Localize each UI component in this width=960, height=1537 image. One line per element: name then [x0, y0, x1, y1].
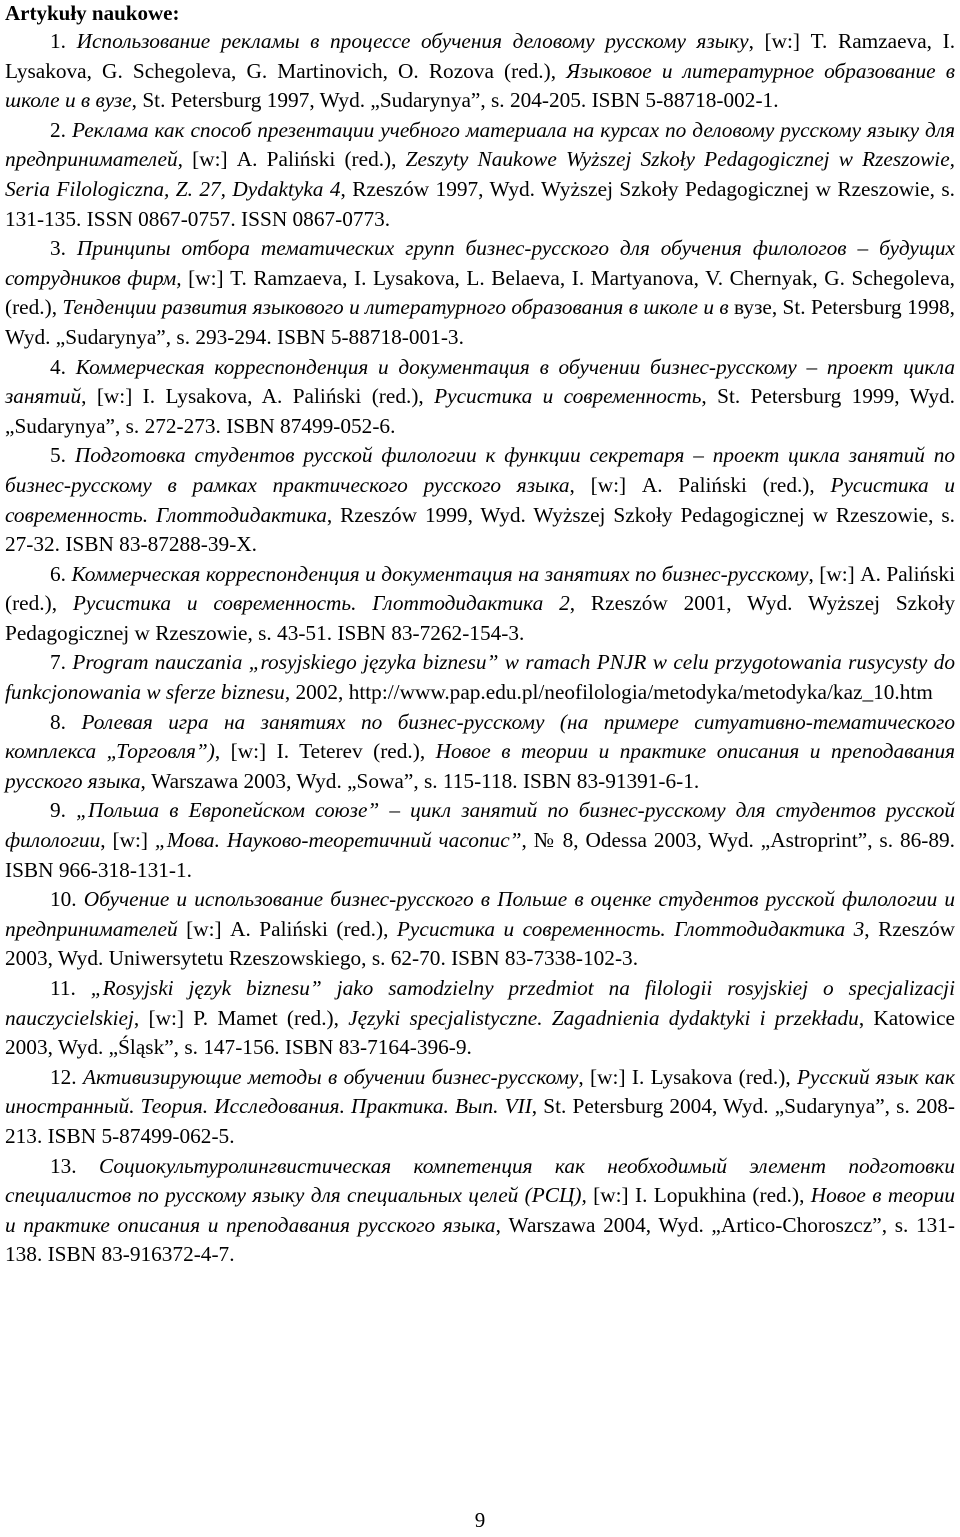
- entry-details: , 2002, http://www.pap.edu.pl/neofilologia/metodyka/metodyka/kaz_10.htm: [284, 680, 933, 705]
- entry-publisher: , St. Petersburg 1997, Wyd. „Sudarynya”, s. 204-205. ISBN 5-88718-002-1.: [131, 88, 779, 113]
- publication-entry-4: [5, 353, 955, 442]
- entry-source: Русистика и современность. Глоттодидактика: [5, 472, 955, 527]
- entry-details: [w:] A. Paliński (red.),: [177, 916, 397, 941]
- entry-source: „Мова. Науково-теоретичний часопис”: [154, 828, 522, 853]
- entry-number: 7.: [50, 650, 73, 675]
- entry-source: Русистика и современность. Глоттодидактика 2: [72, 591, 570, 616]
- entry-number: 12.: [50, 1064, 83, 1089]
- section-heading: Artykuły naukowe:: [5, 1, 180, 25]
- publication-entry-10: [5, 885, 955, 974]
- entry-number: 8.: [50, 709, 82, 734]
- entry-publisher: , St. Petersburg 1999, Wyd. „Sudarynya”, s. 272-273. ISBN 87499-052-6.: [5, 384, 955, 438]
- entry-details: , [w:] I. Lysakova (red.),: [578, 1064, 798, 1089]
- publication-entry-7: [5, 648, 955, 707]
- entry-number: 5.: [50, 443, 75, 468]
- entry-title: Социокультуролингвистическая компетенция как необходимый элемент подготовки специалистов по русскому языку для специальных целей (РСЦ),: [5, 1153, 955, 1208]
- entry-number: 6.: [50, 561, 72, 586]
- entry-title: Program nauczania „rosyjskiego języka biznesu” w ramach PNJR w celu przygotowania rusycysty do funkcjonowania w sferze biznesu: [5, 650, 955, 705]
- entry-details: , [w:]: [100, 828, 155, 853]
- entry-title: Реклама как способ презентации учебного материала на курсах по деловому русскому языку для предпринимателей,: [5, 117, 955, 172]
- document-page: [5, 0, 955, 1270]
- publication-list: [5, 27, 955, 1270]
- entry-publisher: , Rzeszów 2003, Wyd. Uniwersytetu Rzeszowskiego, s. 62-70. ISBN 83-7338-102-3.: [5, 916, 955, 971]
- entry-source: Русистика и современность: [434, 384, 702, 409]
- entry-source: Języki specjalistyczne. Zagadnienia dydaktyki i przekładu: [348, 1005, 859, 1030]
- entry-title: Использование рекламы в процессе обучения деловому русскому языку: [76, 29, 749, 53]
- entry-details: , [w:] I. Lysakova, A. Paliński (red.),: [81, 384, 435, 409]
- entry-title: Принципы отбора тематических групп бизнес-русского для обучения филологов – будущих сотрудников фирм,: [5, 236, 956, 290]
- entry-publisher: , Warszawa 2003, Wyd. „Sowa”, s. 115-118. ISBN 83-91391-6-1.: [140, 768, 700, 793]
- entry-details: , [w:] A. Paliński (red.),: [569, 472, 831, 497]
- entry-publisher: вузе, St. Petersburg 1998, Wyd. „Sudarynya”, s. 293-294. ISBN 5-88718-001-3.: [5, 295, 956, 349]
- entry-number: 11.: [50, 976, 91, 1000]
- entry-publisher: , Rzeszów 2001, Wyd. Wyższej Szkoły Pedagogicznej w Rzeszowie, s. 43-51. ISBN 83-7262-154-3.: [5, 591, 955, 645]
- entry-publisher: , № 8, Odessa 2003, Wyd. „Astroprint”, s. 86-89. ISBN 966-318-131-1.: [5, 828, 955, 882]
- publication-entry-3: [5, 234, 955, 352]
- entry-details: [w:] A. Paliński (red.),: [182, 147, 406, 172]
- entry-number: 9.: [50, 798, 77, 823]
- publication-entry-5: [5, 441, 955, 559]
- entry-title: „Польша в Европейском союзе” – цикл занятий по бизнес-русскому для студентов русской филологии: [5, 798, 955, 853]
- entry-details: , [w:] P. Mamet (red.),: [133, 1005, 349, 1030]
- entry-details: [w:] T. Ramzaeva, I. Lysakova, L. Belaeva, I. Martyanova, V. Chernyak, G. Schegoleva, (red.),: [5, 265, 955, 320]
- entry-source: Русистика и современность. Глоттодидактика 3: [396, 916, 865, 941]
- entry-title: Ролевая игра на занятиях по бизнес-русскому (на примере ситуативно-тематического комплекса „Торговля”): [5, 709, 956, 764]
- entry-number: 3.: [50, 236, 77, 261]
- publication-entry-1: [5, 27, 955, 116]
- entry-title: Активизирующие методы в обучении бизнес-русскому: [82, 1064, 579, 1089]
- entry-source: Тенденции развития языкового и литературного образования в школе и в: [62, 295, 729, 320]
- entry-details: [w:] I. Lopukhina (red.),: [586, 1183, 811, 1208]
- entry-details: , [w:] T. Ramzaeva, I. Lysakova, G. Schegoleva, G. Martinovich, O. Rozova (red.),: [5, 29, 956, 83]
- entry-title: Обучение и использование бизнес-русского в Польше в оценке студентов русской филологии и предпринимателей: [5, 887, 955, 941]
- entry-publisher: , St. Petersburg 2004, Wyd. „Sudarynya”, s. 208-213. ISBN 5-87499-062-5.: [5, 1094, 955, 1148]
- entry-source: Русский язык как иностранный. Теория. Исследования. Практика. Вып. VII: [5, 1064, 955, 1119]
- publication-entry-9: [5, 796, 955, 885]
- entry-publisher: , Warszawa 2004, Wyd. „Artico-Choroszcz”, s. 131-138. ISBN 83-916372-4-7.: [5, 1212, 955, 1267]
- entry-details: , [w:] I. Teterev (red.),: [214, 739, 436, 764]
- entry-source: Zeszyty Naukowe Wyższej Szkoły Pedagogicznej w Rzeszowie, Seria Filologiczna, Z. 27, Dydaktyka 4: [5, 147, 955, 201]
- publication-entry-8: [5, 708, 955, 797]
- entry-publisher: , Rzeszów 1997, Wyd. Wyższej Szkoły Pedagogicznej w Rzeszowie, s. 131-135. ISSN 0867-0757. ISSN 0867-0773.: [5, 176, 955, 231]
- publication-entry-12: [5, 1063, 955, 1152]
- entry-number: 4.: [50, 354, 76, 379]
- page-number: 9: [474, 1508, 486, 1532]
- entry-title: Коммерческая корреспонденция и документация в обучении бизнес-русскому – проект цикла занятий: [5, 354, 955, 409]
- publication-entry-13: [5, 1152, 955, 1270]
- entry-title: Подготовка студентов русской филологии к функции секретаря – проект цикла занятий по бизнес-русскому в рамках практического русского языка: [5, 443, 956, 497]
- entry-number: 10.: [50, 887, 84, 912]
- publication-entry-11: [5, 974, 955, 1063]
- entry-source: Языковое и литературное образование в школе и в вузе: [5, 58, 955, 113]
- entry-details: , [w:] A. Paliński (red.),: [5, 561, 955, 616]
- entry-source: Новое в теории и практике описания и преподавания русского языка: [5, 739, 955, 793]
- entry-number: 2.: [50, 117, 72, 142]
- entry-title: Коммерческая корреспонденция и документация на занятиях по бизнес-русскому: [71, 561, 809, 586]
- entry-publisher: , Rzeszów 1999, Wyd. Wyższej Szkoły Pedagogicznej w Rzeszowie, s. 27-32. ISBN 83-87288-39-X.: [5, 502, 955, 557]
- publication-entry-6: [5, 560, 955, 649]
- entry-title: „Rosyjski język biznesu” jako samodzielny przedmiot na filologii rosyjskiej o specjalizacji nauczycielskiej: [5, 976, 956, 1030]
- entry-publisher: , Katowice 2003, Wyd. „Śląsk”, s. 147-156. ISBN 83-7164-396-9.: [5, 1005, 956, 1060]
- entry-number: 13.: [50, 1153, 99, 1178]
- entry-number: 1.: [50, 29, 77, 53]
- entry-source: Новое в теории и практике описания и преподавания русского языка: [5, 1183, 955, 1237]
- publication-entry-2: [5, 116, 955, 234]
